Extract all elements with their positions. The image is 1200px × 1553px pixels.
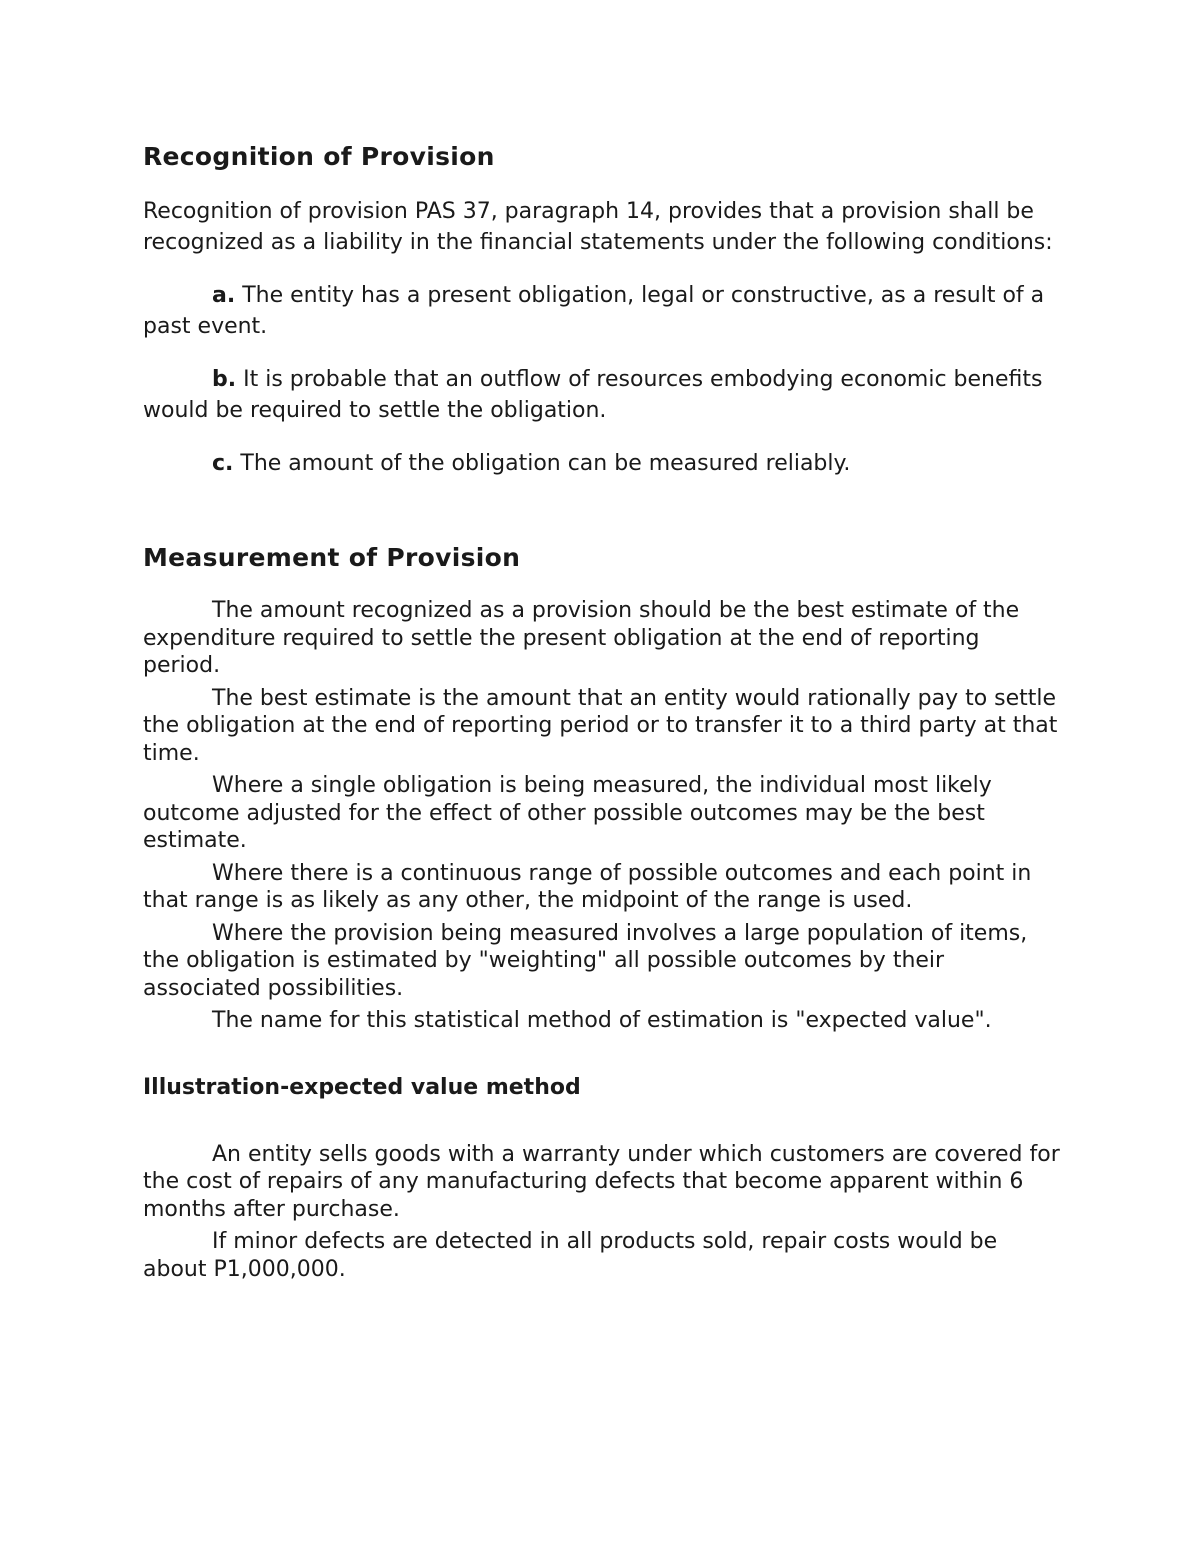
recognition-title: Recognition of Provision [143, 142, 495, 171]
illustration-paragraph: If minor defects are detected in all products sold, repair costs would be about P1,000,000. [143, 1229, 998, 1282]
measurement-paragraph: Where there is a continuous range of possible outcomes and each point in that range is as likely as any other, the midpoint of the range is used. [143, 860, 1032, 913]
illustration-paragraph: An entity sells goods with a warranty under which customers are covered for the cost of repairs of any manufacturing defects that become apparent within 6 months after purchase. [143, 1141, 1060, 1222]
illustration-title: Illustration-expected value method [143, 1074, 581, 1100]
condition-b [143, 364, 1063, 426]
measurement-paragraph: Where the provision being measured involves a large population of items, the obligation is estimated by "weighting" all possible outcomes by their associated possibilities. [143, 920, 1028, 1001]
section-spacer [143, 479, 1063, 541]
measurement-paragraph: The best estimate is the amount that an entity would rationally pay to settle the obligation at the end of reporting period or to transfer it to a third party at that time. [143, 685, 1058, 766]
measurement-title: Measurement of Provision [143, 543, 521, 572]
condition-a-text: The entity has a present obligation, legal or constructive, as a result of a past event. [143, 283, 1045, 339]
condition-a-label: a. [212, 283, 236, 308]
measurement-paragraph: The name for this statistical method of estimation is "expected value". [212, 1008, 992, 1033]
measurement-paragraph: Where a single obligation is being measured, the individual most likely outcome adjusted for the effect of other possible outcomes may be the best estimate. [143, 773, 992, 853]
document-content [143, 140, 1063, 1283]
condition-c-label: c. [212, 451, 234, 476]
measurement-paragraph: The amount recognized as a provision should be the best estimate of the expenditure required to settle the present obligation at the end of reporting period. [143, 598, 1020, 678]
condition-b-label: b. [212, 367, 237, 392]
condition-a [143, 280, 1063, 342]
condition-c-text: The amount of the obligation can be measured reliably. [233, 451, 851, 476]
condition-b-text: It is probable that an outflow of resources embodying economic benefits would be required to settle the obligation. [143, 367, 1043, 423]
condition-c [143, 448, 1063, 479]
recognition-intro: Recognition of provision PAS 37, paragraph 14, provides that a provision shall be recognized as a liability in the financial statements under the following conditions: [143, 199, 1053, 255]
